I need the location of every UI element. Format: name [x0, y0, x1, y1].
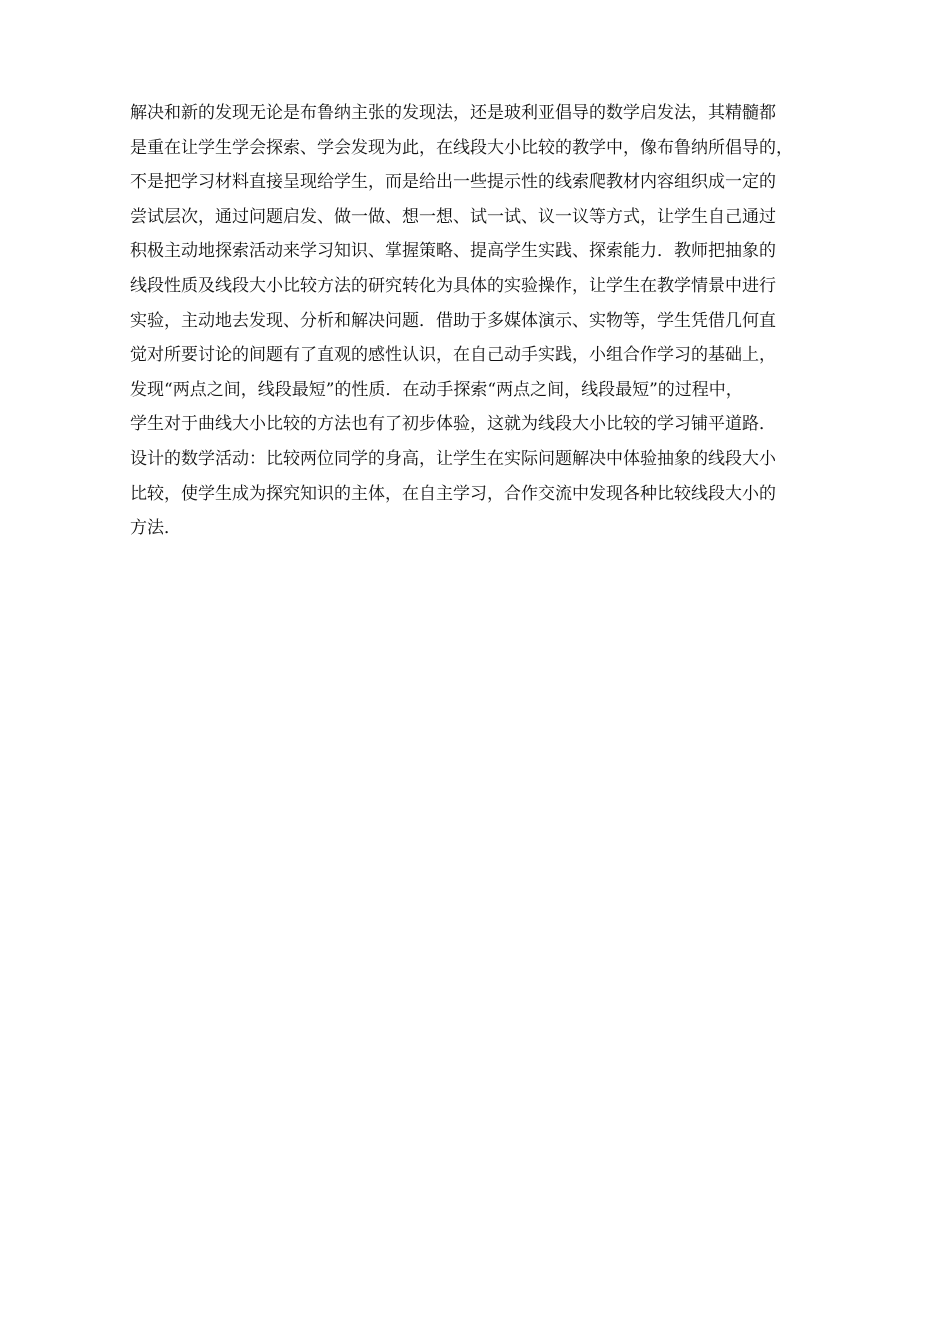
- text-line: 尝试层次，通过问题启发、做一做、想一想、试一试、议一议等方式，让学生自己通过: [130, 206, 776, 227]
- text-line: 是重在让学生学会探索、学会发现为此，在线段大小比较的教学中，像布鲁纳所倡导的，: [130, 137, 793, 158]
- text-line: 学生对于曲线大小比较的方法也有了初步体验，这就为线段大小比较的学习铺平道路．: [130, 414, 776, 435]
- body-text: [130, 96, 870, 546]
- text-line: 觉对所要讨论的间题有了直观的感性认识，在自己动手实践，小组合作学习的基础上，: [130, 345, 776, 366]
- text-line: 实验，主动地去发现、分析和解决问题．借助于多媒体演示、实物等，学生凭借几何直: [130, 310, 776, 331]
- text-line: 解决和新的发现无论是布鲁纳主张的发现法，还是玻利亚倡导的数学启发法，其精髓都: [130, 103, 776, 123]
- text-line: 比较，使学生成为探究知识的主体，在自主学习，合作交流中发现各种比较线段大小的: [130, 483, 776, 504]
- text-line: 发现“两点之间，线段最短”的性质．在动手探索“两点之间，线段最短”的过程中，: [130, 379, 743, 400]
- text-line: 线段性质及线段大小比较方法的研究转化为具体的实验操作，让学生在教学情景中进行: [130, 275, 776, 296]
- text-line: 不是把学习材料直接呈现给学生，而是给出一些提示性的线索爬教材内容组织成一定的: [130, 172, 776, 193]
- text-line: 方法．: [130, 518, 181, 539]
- text-line: 设计的数学活动：比较两位同学的身高，让学生在实际问题解决中体验抽象的线段大小: [130, 448, 776, 469]
- text-line: 积极主动地探索活动来学习知识、掌握策略、提高学生实践、探索能力．教师把抽象的: [130, 241, 776, 262]
